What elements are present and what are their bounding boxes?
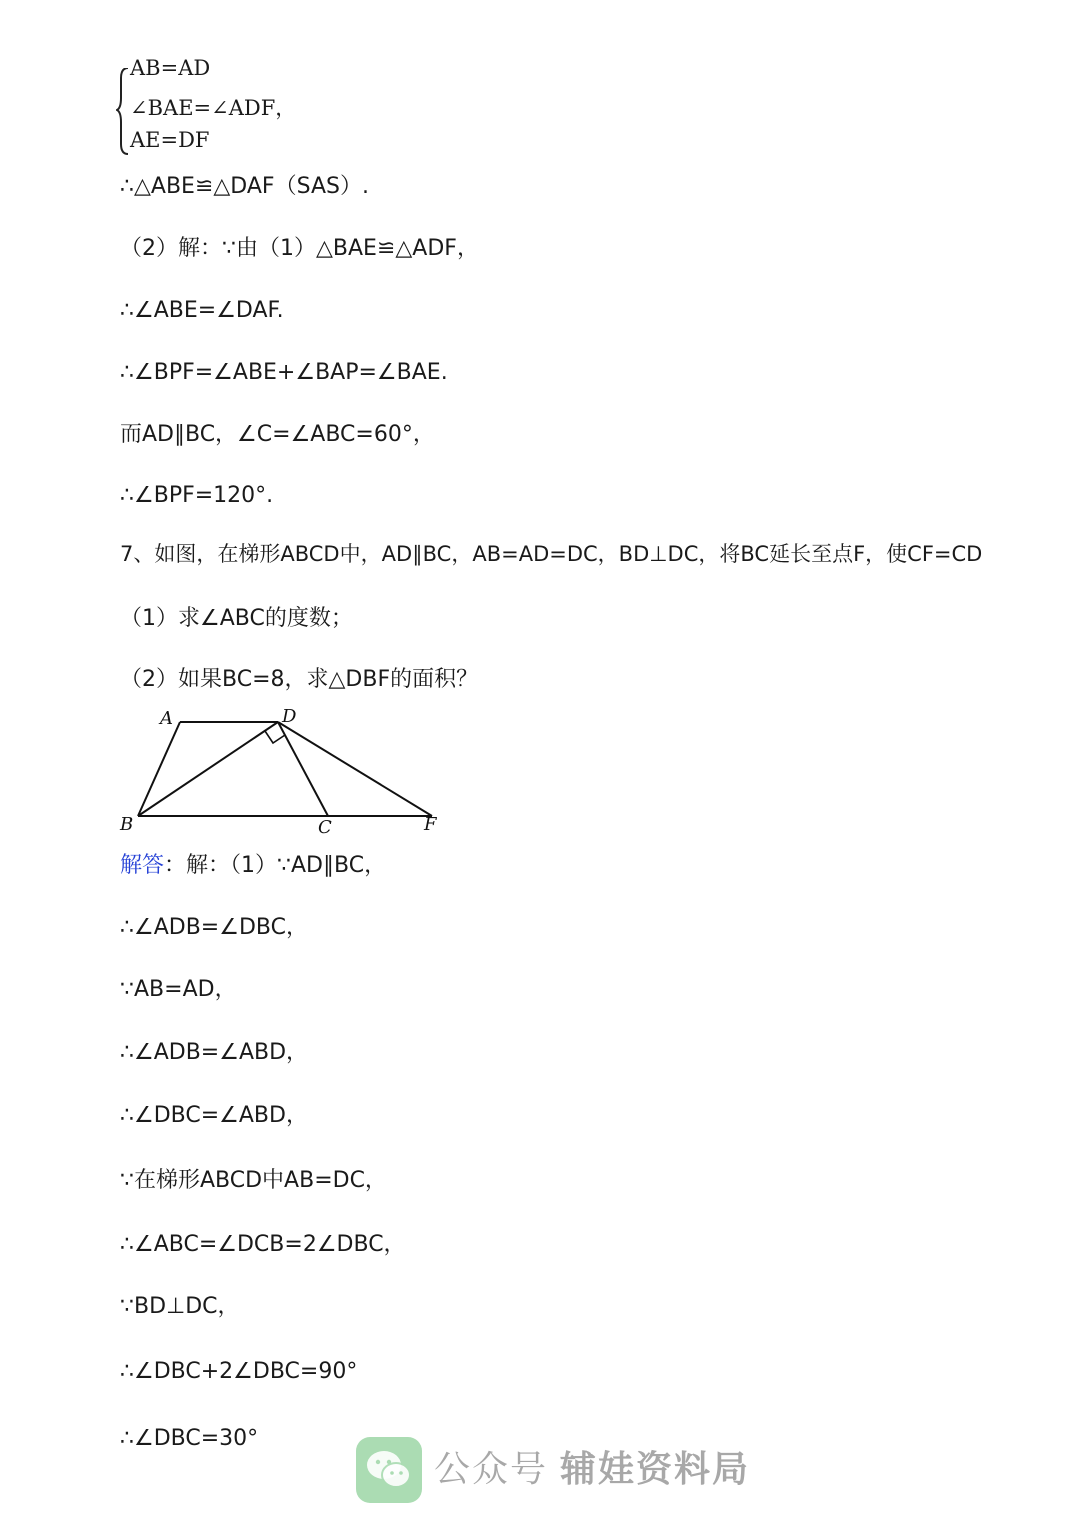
- answer-step-2: ∴∠ADB=∠ABD，: [120, 1040, 309, 1065]
- watermark-text: [434, 1447, 750, 1493]
- wechat-watermark: [356, 1437, 756, 1505]
- answer-step-7: ∴∠DBC+2∠DBC=90°: [120, 1359, 358, 1384]
- answer-step-0: ∴∠ADB=∠DBC，: [120, 915, 308, 940]
- text-line-2: ∴∠ABE=∠DAF.: [120, 298, 284, 323]
- answer-step-5: ∴∠ABC=∠DCB=2∠DBC，: [120, 1232, 406, 1257]
- answer-step-6: ∵BD⊥DC，: [120, 1294, 240, 1319]
- system-line-0: AB=AD: [130, 56, 211, 80]
- text-line-5: ∴∠BPF=120°.: [120, 483, 274, 508]
- equation-system: [116, 56, 336, 158]
- label-d: D: [282, 706, 297, 727]
- text-line-0: ∴△ABE≌△DAF（SAS）.: [120, 174, 369, 199]
- problem-7-part-2: （2）如果BC=8，求△DBF的面积？: [120, 667, 479, 692]
- wechat-logo-icon: [356, 1437, 422, 1503]
- problem-7-statement: 7、如图，在梯形ABCD中，AD∥BC，AB=AD=DC，BD⊥DC，将BC延长至点F，使CF=CD: [120, 542, 983, 566]
- watermark-name: 辅娃资料局: [560, 1449, 751, 1490]
- system-line-2: AE=DF: [130, 128, 210, 152]
- system-line-1: ∠BAE=∠ADF，: [130, 96, 297, 120]
- trapezoid-diagram: [112, 700, 452, 840]
- segment-df: [278, 722, 432, 816]
- label-b: B: [120, 814, 134, 835]
- problem-7-part-1: （1）求∠ABC的度数；: [120, 606, 353, 631]
- right-angle-mark-icon: [265, 731, 285, 743]
- answer-step-1: ∵AB=AD，: [120, 977, 237, 1002]
- answer-step-8: ∴∠DBC=30°: [120, 1426, 259, 1451]
- text-line-3: ∴∠BPF=∠ABE+∠BAP=∠BAE.: [120, 360, 448, 385]
- label-c: C: [318, 817, 332, 838]
- trapezoid-figure: [112, 700, 452, 844]
- label-a: A: [160, 708, 173, 729]
- answer-tag: 解答: [120, 853, 165, 878]
- text-line-4: 而AD∥BC，∠C=∠ABC=60°，: [120, 422, 435, 447]
- watermark-prefix: 公众号: [434, 1449, 549, 1490]
- text-line-1: （2）解：∵由（1）△BAE≌△ADF，: [120, 236, 479, 261]
- answer-step-4: ∵在梯形ABCD中AB=DC，: [120, 1168, 387, 1193]
- answer-first-line: [120, 851, 386, 881]
- answer-step-3: ∴∠DBC=∠ABD，: [120, 1103, 308, 1128]
- label-f: F: [424, 814, 437, 835]
- answer-first-text: ：解：（1）∵AD∥BC，: [164, 853, 387, 878]
